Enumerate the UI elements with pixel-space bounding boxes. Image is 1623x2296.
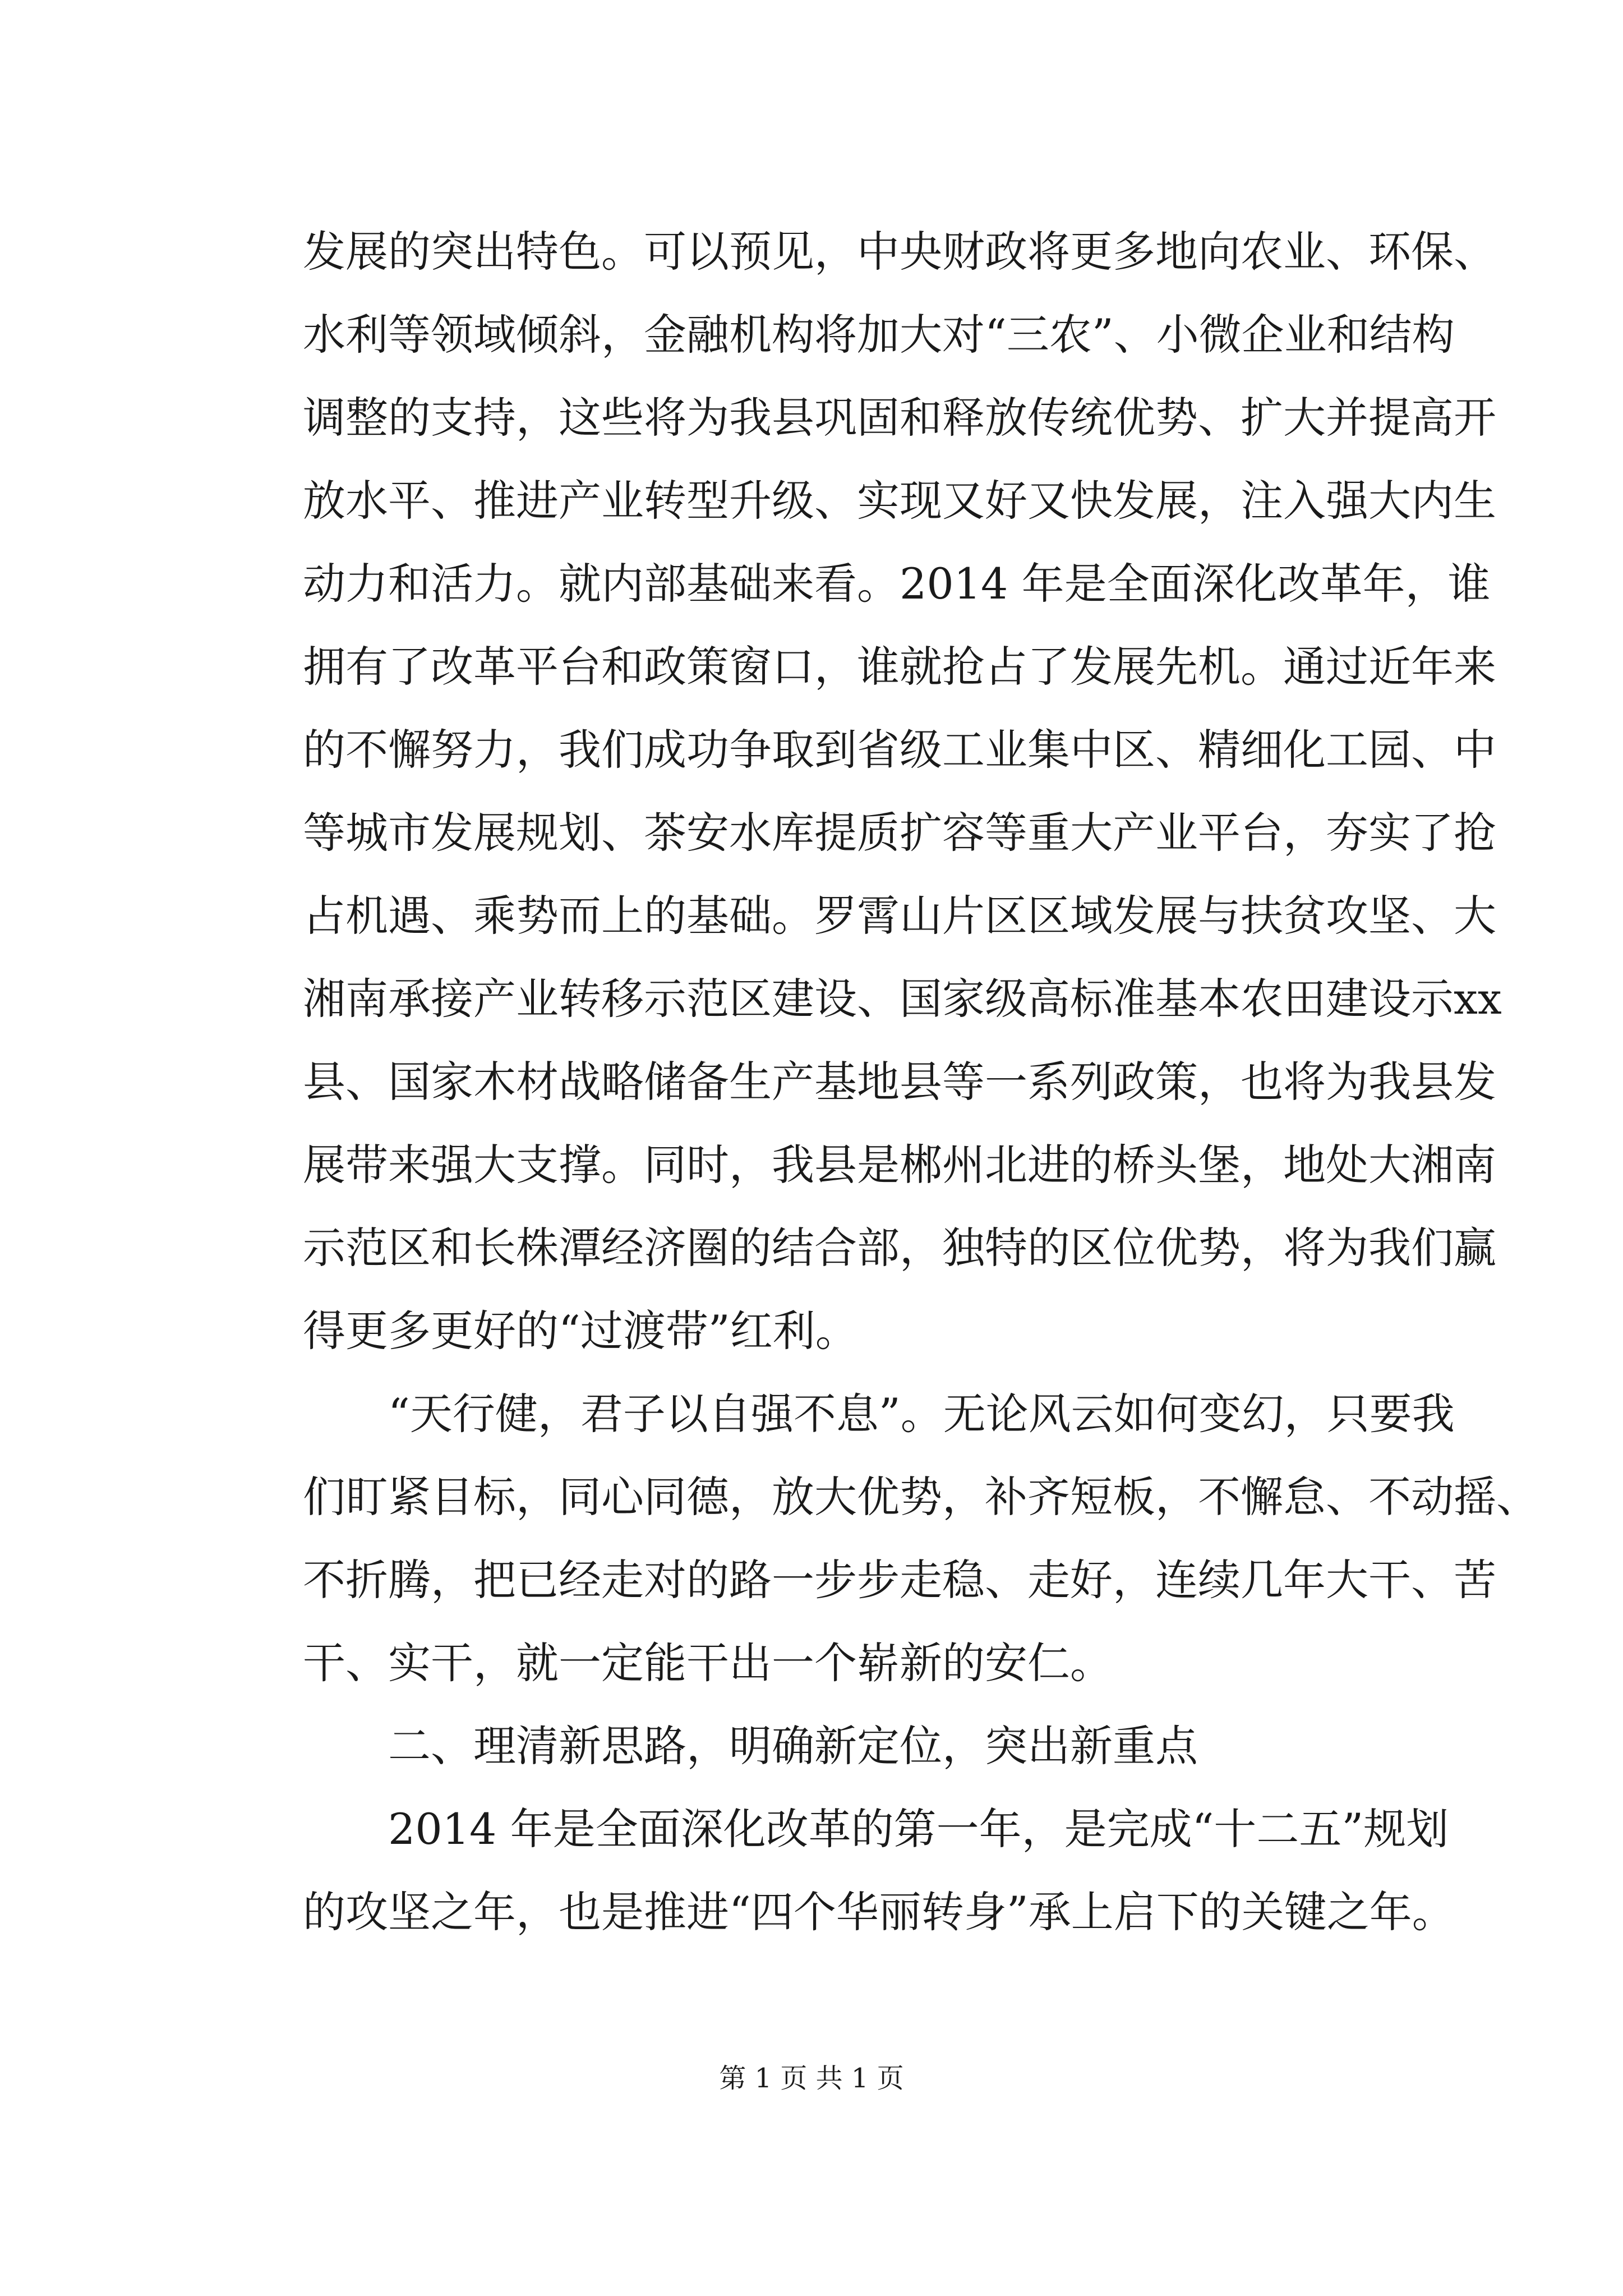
text-line: 调整的支持，这些将为我县巩固和释放传统优势、扩大并提高开 — [303, 393, 1496, 443]
text-line: 动力和活力。就内部基础来看。2014 年是全面深化改革年，谁 — [303, 559, 1491, 609]
text-line: “天行健，君子以自强不息”。无论风云如何变幻，只要我 — [388, 1389, 1455, 1439]
text-line: 们盯紧目标，同心同德，放大优势，补齐短板，不懈怠、不动摇、 — [303, 1472, 1539, 1522]
text-line: 水利等领域倾斜，金融机构将加大对“三农”、小微企业和结构 — [303, 310, 1455, 360]
text-line: 拥有了改革平台和政策窗口，谁就抢占了发展先机。通过近年来 — [303, 642, 1496, 692]
text-line: 干、实干，就一定能干出一个崭新的安仁。 — [303, 1638, 1113, 1688]
text-line: 县、国家木材战略储备生产基地县等一系列政策，也将为我县发 — [303, 1057, 1496, 1107]
text-line: 2014 年是全面深化改革的第一年，是完成“十二五”规划 — [388, 1804, 1449, 1854]
page-footer: 第 1 页 共 1 页 — [719, 2063, 904, 2094]
text-line: 等城市发展规划、茶安水库提质扩容等重大产业平台，夯实了抢 — [303, 808, 1496, 858]
section-heading: 二、理清新思路，明确新定位，突出新重点 — [388, 1721, 1198, 1771]
text-line: 示范区和长株潭经济圈的结合部，独特的区位优势，将为我们赢 — [303, 1223, 1496, 1273]
text-line: 不折腾，把已经走对的路一步步走稳、走好，连续几年大干、苦 — [303, 1555, 1496, 1605]
text-line: 湘南承接产业转移示范区建设、国家级高标准基本农田建设示xx — [303, 974, 1502, 1024]
text-line: 的攻坚之年，也是推进“四个华丽转身”承上启下的关键之年。 — [303, 1887, 1455, 1937]
text-line: 发展的突出特色。可以预见，中央财政将更多地向农业、环保、 — [303, 227, 1496, 277]
text-line: 得更多更好的“过渡带”红利。 — [303, 1306, 858, 1356]
text-line: 展带来强大支撑。同时，我县是郴州北进的桥头堡，地处大湘南 — [303, 1140, 1496, 1190]
text-line: 放水平、推进产业转型升级、实现又好又快发展，注入强大内生 — [303, 476, 1496, 526]
text-line: 占机遇、乘势而上的基础。罗霄山片区区域发展与扶贫攻坚、大 — [303, 891, 1496, 941]
document-body — [303, 210, 1539, 1954]
text-line: 的不懈努力，我们成功争取到省级工业集中区、精细化工园、中 — [303, 725, 1496, 775]
